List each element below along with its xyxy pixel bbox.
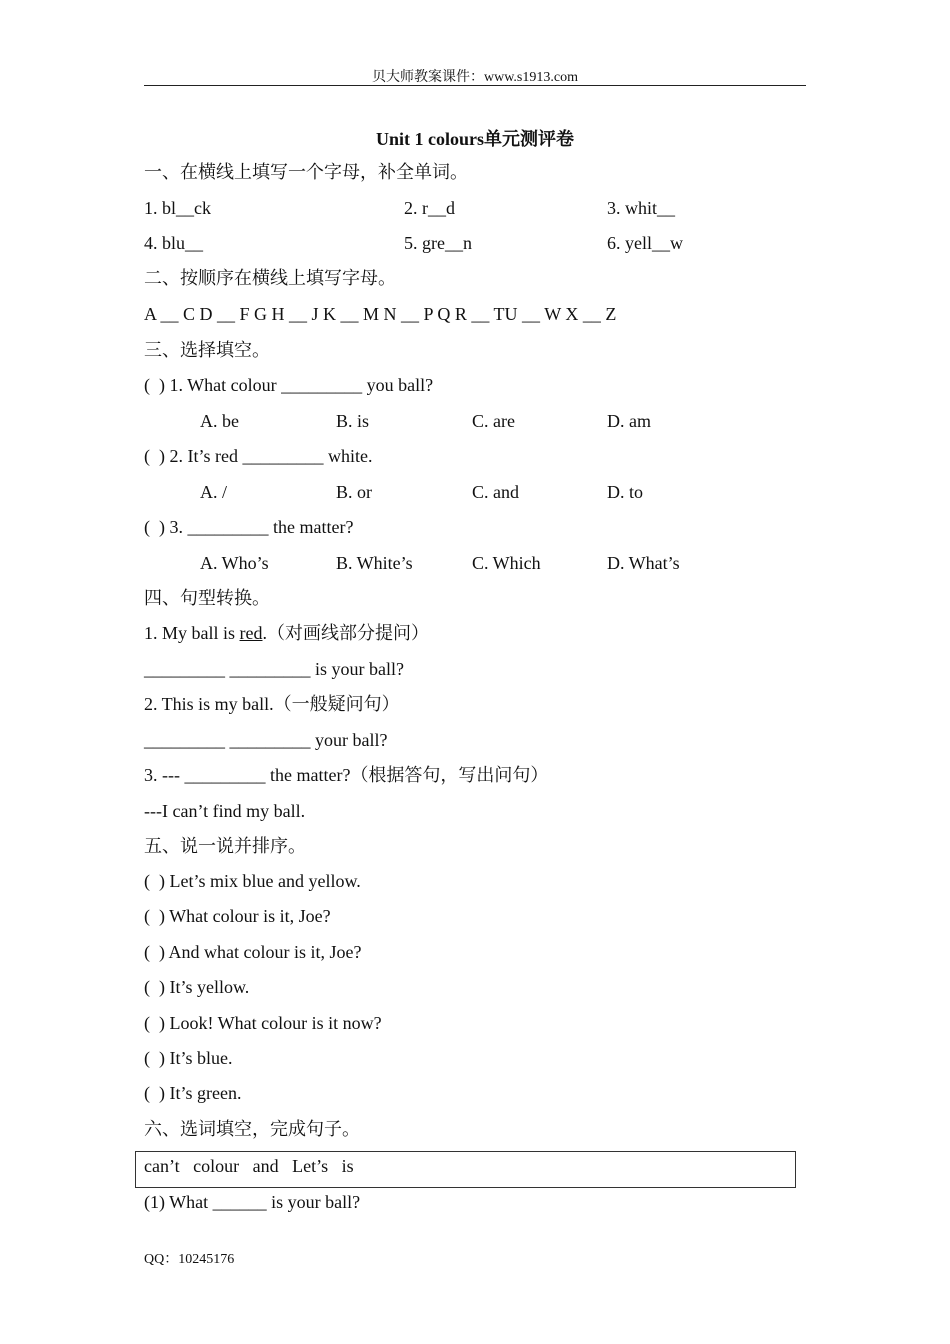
choice-option: D. am <box>607 411 651 431</box>
transform-answer-2: _________ _________ your ball? <box>144 730 388 750</box>
section1-item: 3. whit__ <box>607 198 676 218</box>
choice-question: ( ) 1. What colour _________ you ball? <box>144 375 434 395</box>
transform-question-3: 3. --- _________ the matter?（根据答句，写出问句） <box>144 765 549 785</box>
transform-question-1 <box>144 622 429 644</box>
choice-option: B. is <box>336 411 370 431</box>
page-footer: QQ：10245176 <box>144 1252 235 1267</box>
q1-prefix: 1. My ball is <box>144 623 240 643</box>
choice-option: D. What’s <box>607 553 680 573</box>
choice-question: ( ) 2. It’s red _________ white. <box>144 446 373 466</box>
section4-heading: 四、句型转换。 <box>144 588 270 608</box>
section1-heading: 一、在横线上填写一个字母，补全单词。 <box>144 162 468 182</box>
section1-item: 6. yell__w <box>607 233 683 253</box>
ordering-item: ( ) It’s green. <box>144 1083 242 1103</box>
ordering-item: ( ) And what colour is it, Joe? <box>144 942 362 962</box>
section1-item: 4. blu__ <box>144 233 204 253</box>
choice-option: C. are <box>472 411 515 431</box>
section1-item: 5. gre__n <box>404 233 472 253</box>
section1-item: 2. r__d <box>404 198 455 218</box>
word-bank: can’t colour and Let’s is <box>144 1156 354 1176</box>
q1-underlined-word: red <box>239 623 263 643</box>
word-bank-box <box>135 1151 796 1188</box>
choice-option: B. White’s <box>336 553 413 573</box>
ordering-item: ( ) Look! What colour is it now? <box>144 1013 382 1033</box>
transform-answer-3: ---I can’t find my ball. <box>144 801 306 821</box>
header-divider <box>144 85 806 86</box>
choice-option: A. / <box>200 482 227 502</box>
q1-suffix: .（对画线部分提问） <box>262 623 429 643</box>
choice-option: C. and <box>472 482 519 502</box>
choice-option: B. or <box>336 482 372 502</box>
transform-question-2: 2. This is my ball.（一般疑问句） <box>144 694 400 714</box>
fill-question-1: (1) What ______ is your ball? <box>144 1192 361 1212</box>
choice-option: A. Who’s <box>200 553 269 573</box>
section2-heading: 二、按顺序在横线上填写字母。 <box>144 268 396 288</box>
ordering-item: ( ) Let’s mix blue and yellow. <box>144 871 361 891</box>
choice-option: A. be <box>200 411 239 431</box>
section5-heading: 五、说一说并排序。 <box>144 836 306 856</box>
choice-question: ( ) 3. _________ the matter? <box>144 517 354 537</box>
section3-heading: 三、选择填空。 <box>144 340 270 360</box>
ordering-item: ( ) It’s yellow. <box>144 977 250 997</box>
choice-option: C. Which <box>472 553 541 573</box>
section1-item: 1. bl__ck <box>144 198 211 218</box>
alphabet-sequence: A __ C D __ F G H __ J K __ M N __ P Q R __ TU __ W X __ Z <box>144 304 617 324</box>
page-header: 贝大师教案课件：www.s1913.com <box>372 70 578 85</box>
section6-heading: 六、选词填空，完成句子。 <box>144 1119 360 1139</box>
ordering-item: ( ) It’s blue. <box>144 1048 233 1068</box>
ordering-item: ( ) What colour is it, Joe? <box>144 906 331 926</box>
transform-answer-1: _________ _________ is your ball? <box>144 659 404 679</box>
choice-option: D. to <box>607 482 643 502</box>
page-title: Unit 1 colours单元测评卷 <box>376 129 574 149</box>
